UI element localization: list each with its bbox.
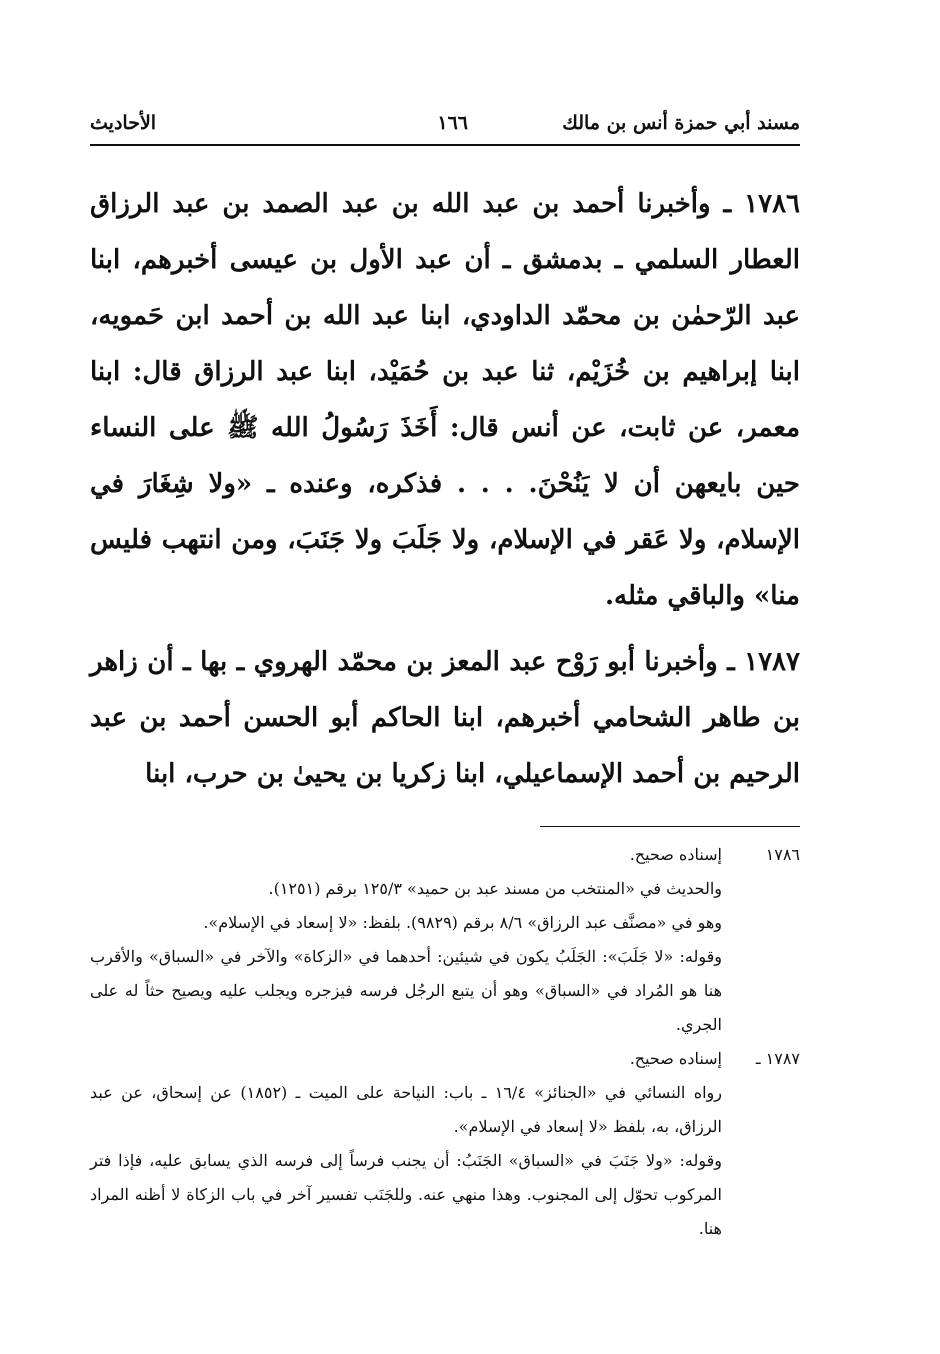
- footnote-divider: [540, 826, 800, 827]
- footnote-number: ١٧٨٦: [765, 845, 800, 864]
- book-title: مسند أبي حمزة أنس بن مالك: [562, 112, 800, 134]
- footnote-line: وقوله: «لا جَلَبَ»: الجَلَبُ يكون في شيئين: أحدهما في «الزكاة» والآخر في «السباق» والأقرب هنا هو المُراد في «السباق» وهو أن يتبع الرجُل فرسه فيزجره ويجلب عليه ويصيح حثاً له على الجري.: [90, 947, 722, 1034]
- hadith-number: ١٧٨٧: [744, 647, 800, 677]
- section-title: الأحاديث: [90, 112, 157, 134]
- footnote-line: وهو في «مصنَّف عبد الرزاق» ٨/٦ برقم (٩٨٢٩). بلفظ: «لا إسعاد في الإسلام».: [203, 913, 722, 932]
- footnote-grading: إسناده صحيح.: [629, 1049, 722, 1068]
- hadith-paragraph: [90, 634, 800, 802]
- footnote-grading: إسناده صحيح.: [629, 845, 722, 864]
- footnote: [90, 1042, 800, 1246]
- footnote-line: وقوله: «ولا جَنَبَ في «السباق» الجَنَبُ: أن يجنب فرساً إلى فرسه الذي يسابق عليه، فإذا فتر المركوب تحوّل إلى المجنوب. وهذا منهي عنه. وللجَنَب تفسير آخر في باب الزكاة لا أظنه المراد هنا.: [90, 1151, 722, 1238]
- footnote: [90, 838, 800, 1042]
- page-header: [90, 108, 800, 144]
- hadith-text: ـ وأخبرنا أحمد بن عبد الله بن عبد الصمد بن عبد الرزاق العطار السلمي ـ بدمشق ـ أن عبد الأول بن عيسى أخبرهم، ابنا عبد الرّحمٰن بن محمّد الداودي، ابنا عبد الله بن أحمد ابن حَمويه، ابنا إبراهيم بن خُزَيْم، ثنا عبد بن حُمَيْد، ابنا عبد الرزاق قال: ابنا معمر، عن ثابت، عن أنس قال: أَخَذَ رَسُولُ الله ﷺ على النساء حين بايعهن أن لا يَنُحْنَ. . . . فذكره، وعنده ـ «ولا شِغَارَ في الإسلام، ولا عَقر في الإسلام، ولا جَلَبَ ولا جَنَبَ، ومن انتهب فليس منا» والباقي مثله.: [90, 189, 800, 611]
- main-text: [90, 176, 800, 812]
- footnote-line: والحديث في «المنتخب من مسند عبد بن حميد» ١٢٥/٣ برقم (١٢٥١).: [268, 879, 722, 898]
- footnote-number: ١٧٨٧ ـ: [755, 1049, 800, 1068]
- page-number: ١٦٦: [437, 112, 468, 134]
- hadith-number: ١٧٨٦: [744, 189, 800, 219]
- header-divider: [90, 144, 800, 146]
- hadith-text: ـ وأخبرنا أبو رَوْح عبد المعز بن محمّد الهروي ـ بها ـ أن زاهر بن طاهر الشحامي أخبرهم، ابنا الحاكم أبو الحسن أحمد بن عبد الرحيم بن أحمد الإسماعيلي، ابنا زكريا بن يحيىٰ بن حرب، ابنا: [90, 647, 800, 789]
- hadith-paragraph: [90, 176, 800, 624]
- footnotes: [90, 838, 800, 1246]
- footnote-line: رواه النسائي في «الجنائز» ١٦/٤ ـ باب: النياحة على الميت ـ (١٨٥٢) عن إسحاق، عن عبد الرزاق، به، بلفظ «لا إسعاد في الإسلام».: [90, 1083, 723, 1136]
